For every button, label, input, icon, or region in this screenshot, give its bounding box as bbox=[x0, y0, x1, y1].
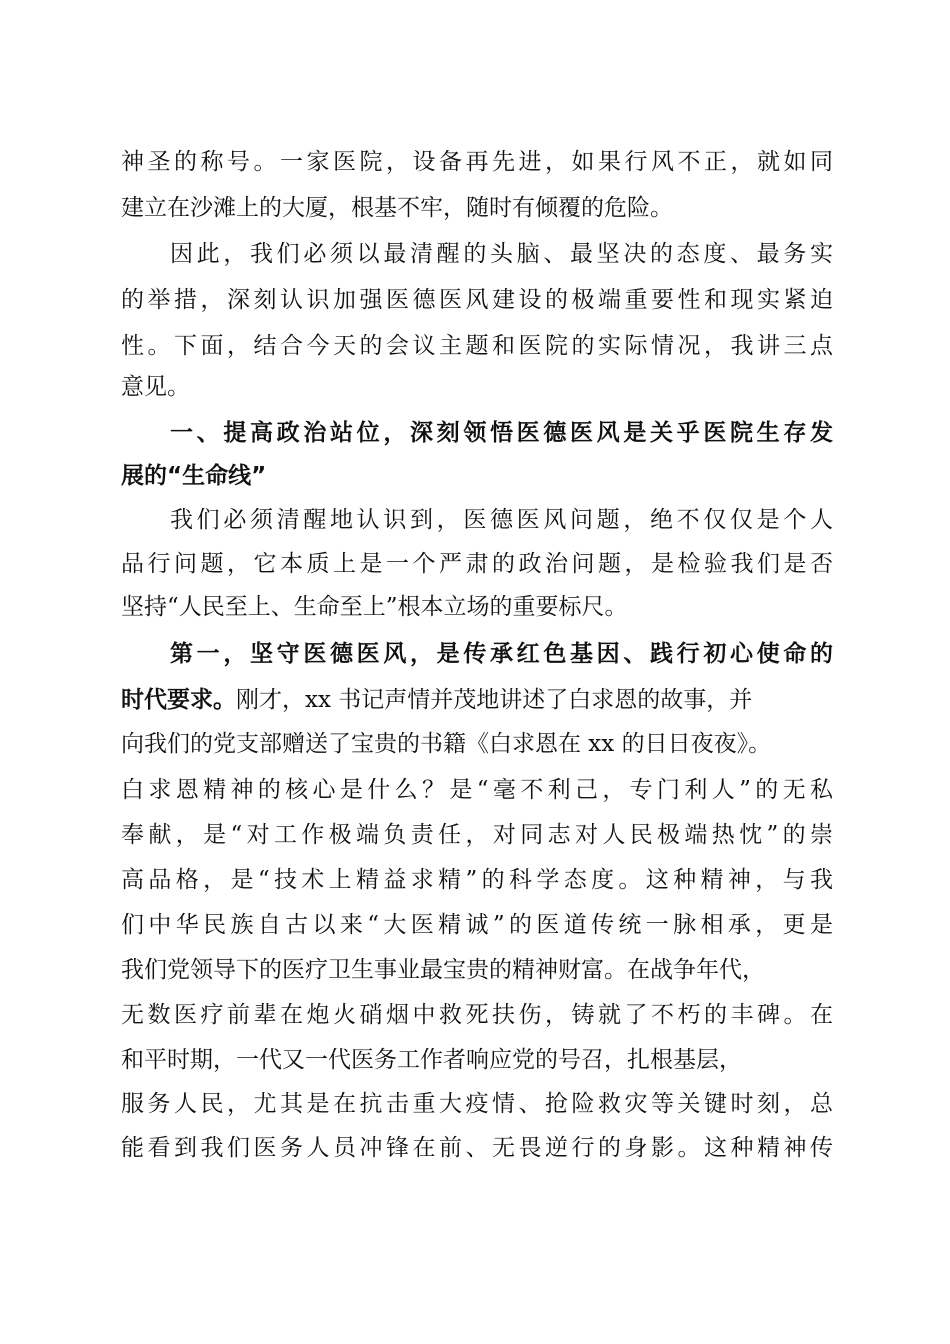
text-line: 服务人民，尤其是在抗击重大疫情、抢险救灾等关键时刻，总 bbox=[121, 1091, 833, 1117]
subsection-heading: 第一，坚守医德医风，是传承红色基因、践行初心使命的 bbox=[170, 641, 833, 667]
text-line bbox=[121, 680, 833, 720]
text-line: 因此，我们必须以最清醒的头脑、最坚决的态度、最务实 bbox=[170, 241, 833, 267]
text-line: 们中华民族自古以来“大医精诚”的医道传统一脉相承，更是 bbox=[121, 912, 833, 938]
text-line: 坚持“人民至上、生命至上”根本立场的重要标尺。 bbox=[121, 594, 628, 620]
text-line: 奉献，是“对工作极端负责任，对同志对人民极端热忱”的崇 bbox=[121, 822, 833, 848]
text-line: 的举措，深刻认识加强医德医风建设的极端重要性和现实紧迫 bbox=[121, 287, 833, 313]
section-heading: 展的“生命线” bbox=[121, 463, 267, 489]
text-line: 白求恩精神的核心是什么？是“毫不利己，专门利人”的无私 bbox=[121, 777, 833, 803]
text-line: 我们必须清醒地认识到，医德医风问题，绝不仅仅是个人 bbox=[170, 507, 833, 533]
subsection-heading-end: 时代要求。 bbox=[121, 687, 236, 713]
text-line: 我们党领导下的医疗卫生事业最宝贵的精神财富。在战争年代， bbox=[121, 957, 765, 983]
text-line: 高品格，是“技术上精益求精”的科学态度。这种精神，与我 bbox=[121, 867, 833, 893]
section-heading: 一、提高政治站位，深刻领悟医德医风是关乎医院生存发 bbox=[170, 420, 833, 446]
text-line: 和平时期，一代又一代医务工作者响应党的号召，扎根基层， bbox=[121, 1047, 742, 1073]
text-segment: 刚才，xx 书记声情并茂地讲述了白求恩的故事，并 bbox=[236, 687, 753, 713]
text-line: 向我们的党支部赠送了宝贵的书籍《白求恩在 xx 的日日夜夜》。 bbox=[121, 731, 772, 757]
text-line: 品行问题，它本质上是一个严肃的政治问题，是检验我们是否 bbox=[121, 551, 833, 577]
text-line: 神圣的称号。一家医院，设备再先进，如果行风不正，就如同 bbox=[121, 149, 833, 175]
text-line: 性。下面，结合今天的会议主题和医院的实际情况，我讲三点 bbox=[121, 333, 833, 359]
text-line: 意见。 bbox=[121, 374, 190, 400]
text-line: 无数医疗前辈在炮火硝烟中救死扶伤，铸就了不朽的丰碑。在 bbox=[121, 1002, 833, 1028]
text-line: 能看到我们医务人员冲锋在前、无畏逆行的身影。这种精神传 bbox=[121, 1135, 833, 1161]
text-line: 建立在沙滩上的大厦，根基不牢，随时有倾覆的危险。 bbox=[121, 195, 673, 221]
